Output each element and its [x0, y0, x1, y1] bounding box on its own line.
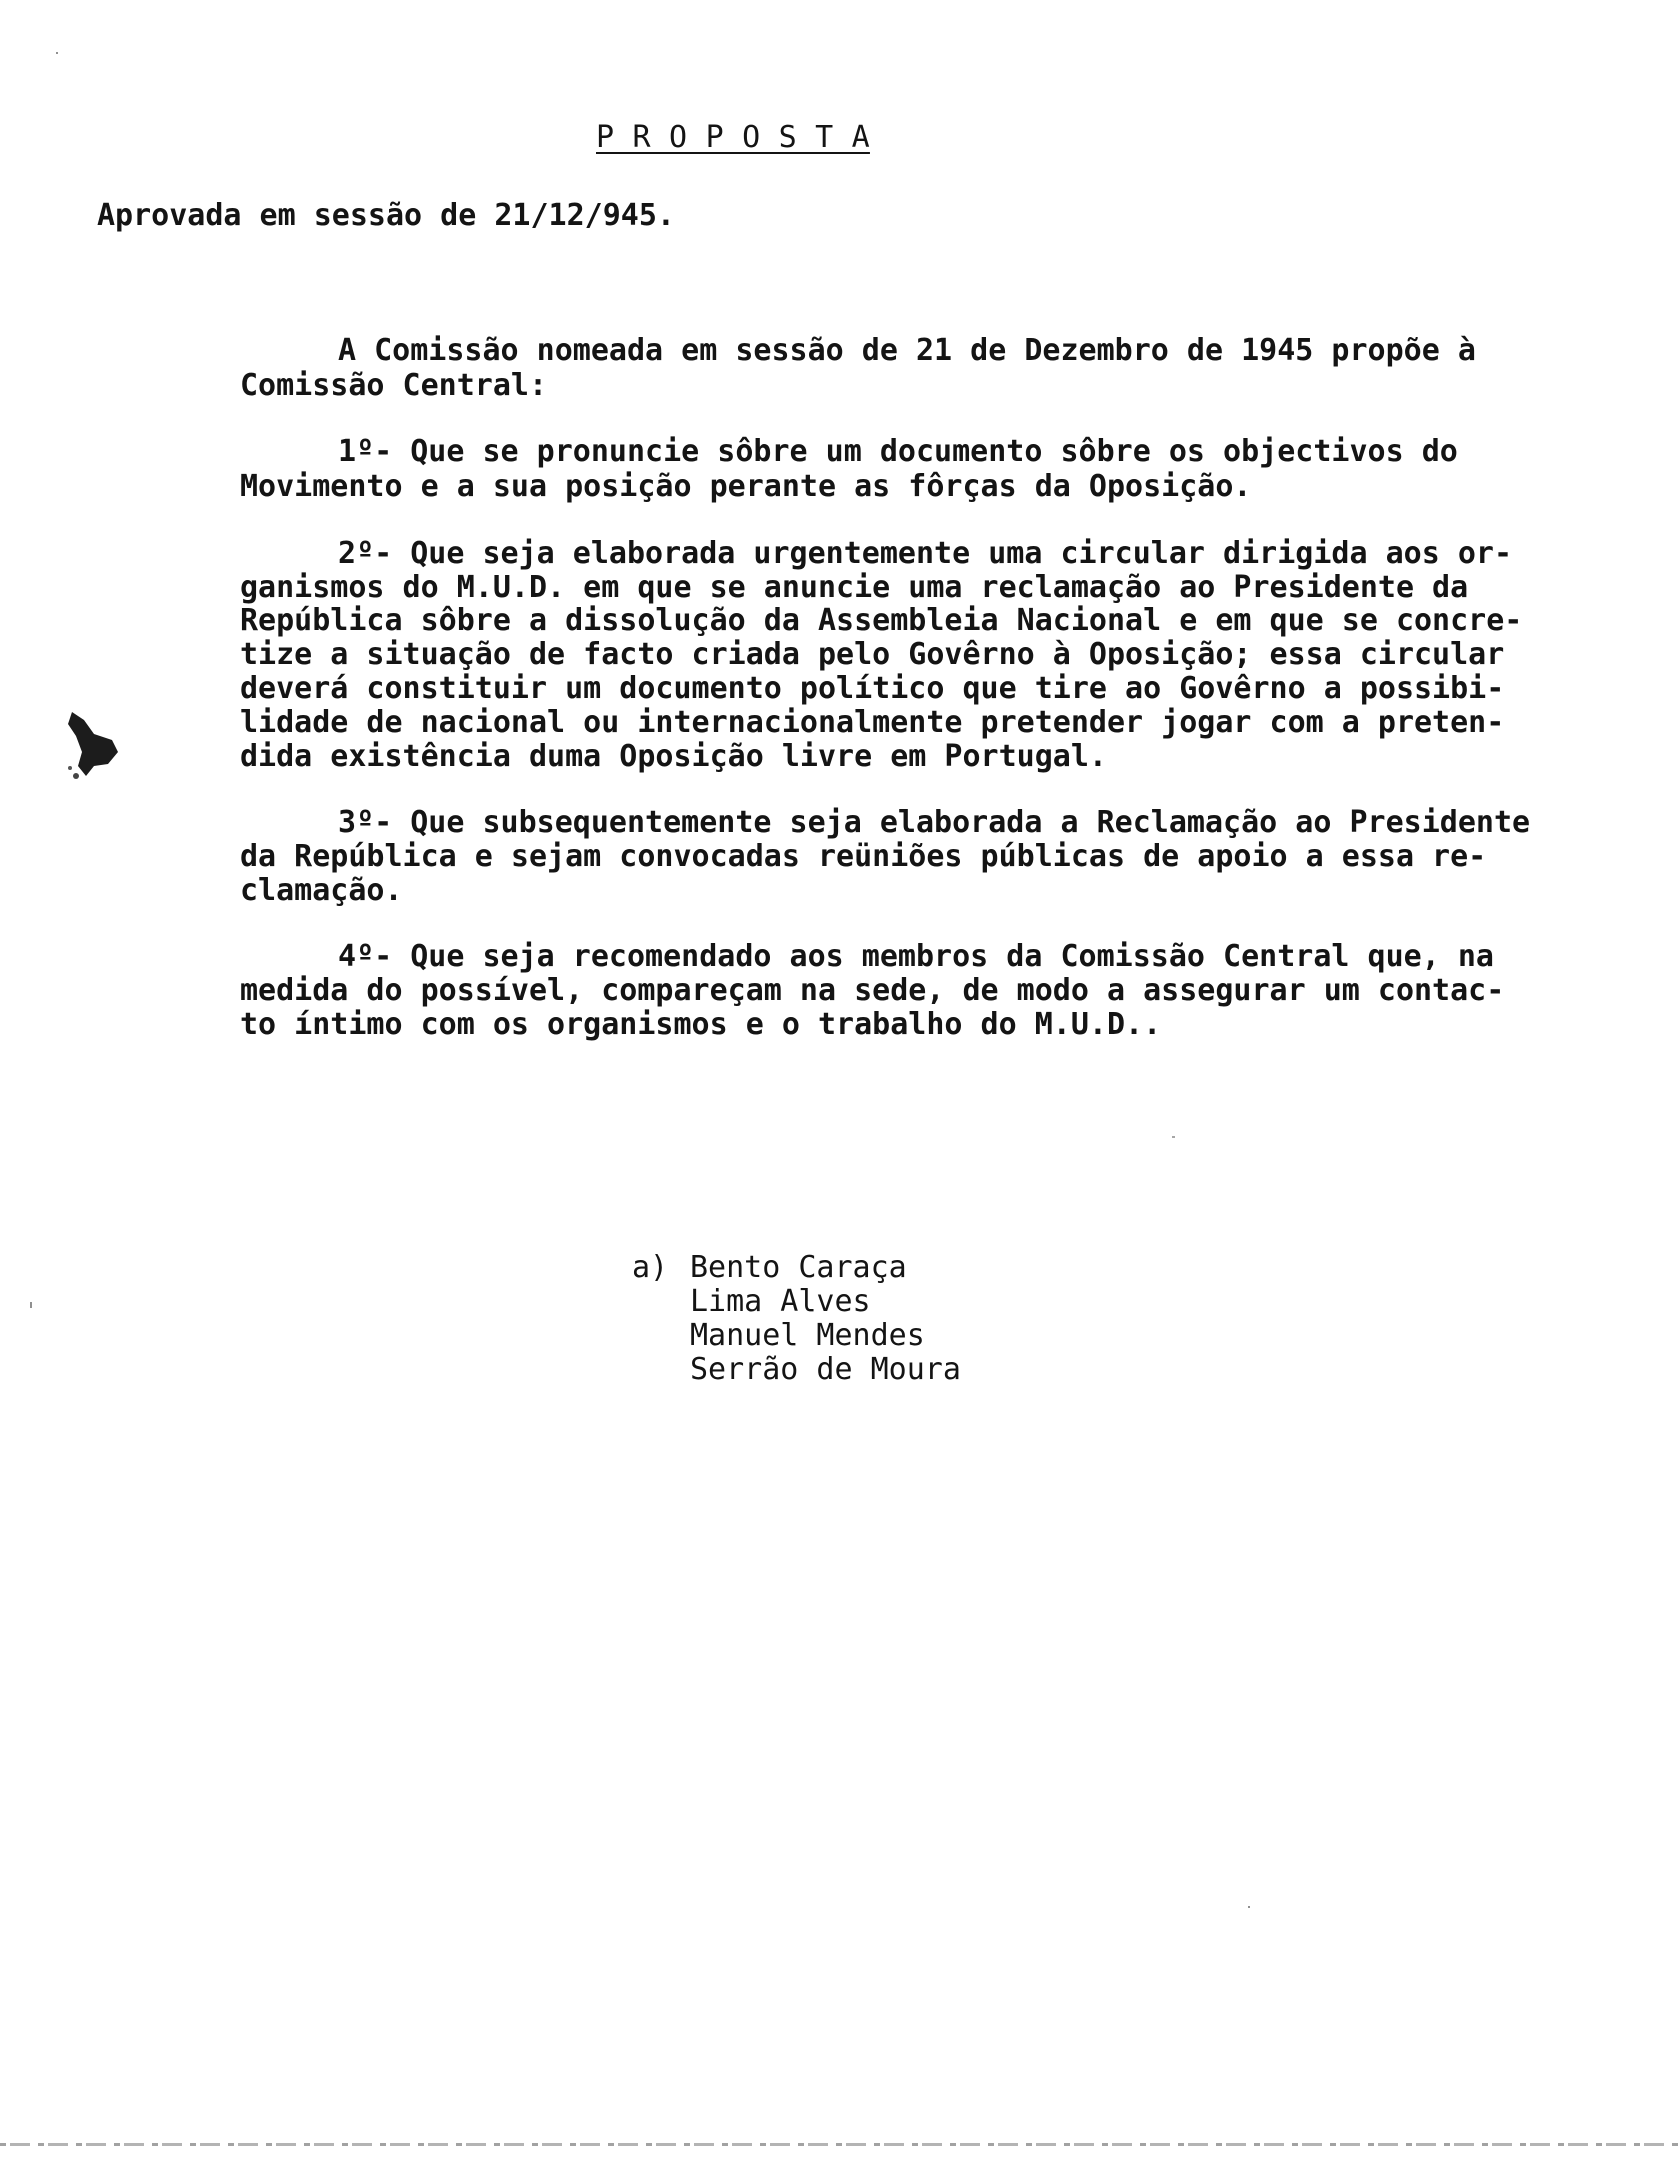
- document-title: P R O P O S T A: [596, 120, 870, 155]
- item-2-line: deverá constituir um documento político que tire ao Govêrno a possibi-: [240, 671, 1505, 706]
- item-2-line: tize a situação de facto criada pelo Govêrno à Oposição; essa circular: [240, 637, 1505, 672]
- item-2-line: ganismos do M.U.D. em que se anuncie uma reclamação ao Presidente da: [240, 570, 1469, 605]
- signature-prefix: a): [632, 1250, 669, 1285]
- item-4-line: to íntimo com os organismos e o trabalho do M.U.D..: [240, 1007, 1162, 1042]
- scan-dot: [1172, 1136, 1175, 1138]
- item-1-line: Movimento e a sua posição perante as fôrças da Oposição.: [240, 469, 1252, 504]
- item-2-line: 2º- Que seja elaborada urgentemente uma circular dirigida aos or-: [338, 536, 1512, 571]
- item-3-line: clamação.: [240, 873, 403, 908]
- hole-punch-mark: [60, 706, 130, 786]
- item-2-line: lidade de nacional ou internacionalmente pretender jogar com a preten-: [240, 705, 1505, 740]
- signatory-name: Bento Caraça: [690, 1250, 907, 1285]
- intro-line: A Comissão nomeada em sessão de 21 de Dezembro de 1945 propõe à: [338, 333, 1476, 368]
- scan-dot: [1248, 1906, 1250, 1908]
- item-2-line: República sôbre a dissolução da Assembleia Nacional e em que se concre-: [240, 603, 1523, 638]
- item-2-line: dida existência duma Oposição livre em Portugal.: [240, 739, 1107, 774]
- approval-note: Aprovada em sessão de 21/12/945.: [97, 198, 675, 233]
- item-4-line: 4º- Que seja recomendado aos membros da Comissão Central que, na: [338, 939, 1494, 974]
- item-1-line: 1º- Que se pronuncie sôbre um documento sôbre os objectivos do: [338, 434, 1458, 469]
- intro-line: Comissão Central:: [240, 368, 548, 403]
- item-3-line: da República e sejam convocadas reüniões públicas de apoio a essa re-: [240, 839, 1487, 874]
- signatory-name: Serrão de Moura: [690, 1352, 961, 1387]
- signatory-name: Manuel Mendes: [690, 1318, 925, 1353]
- scan-dot: [30, 1302, 32, 1308]
- item-4-line: medida do possível, compareçam na sede, de modo a assegurar um contac-: [240, 973, 1505, 1008]
- scan-edge-line: [0, 2143, 1680, 2146]
- scan-dot: [56, 52, 58, 54]
- item-3-line: 3º- Que subsequentemente seja elaborada a Reclamação ao Presidente: [338, 805, 1531, 840]
- signatory-name: Lima Alves: [690, 1284, 871, 1319]
